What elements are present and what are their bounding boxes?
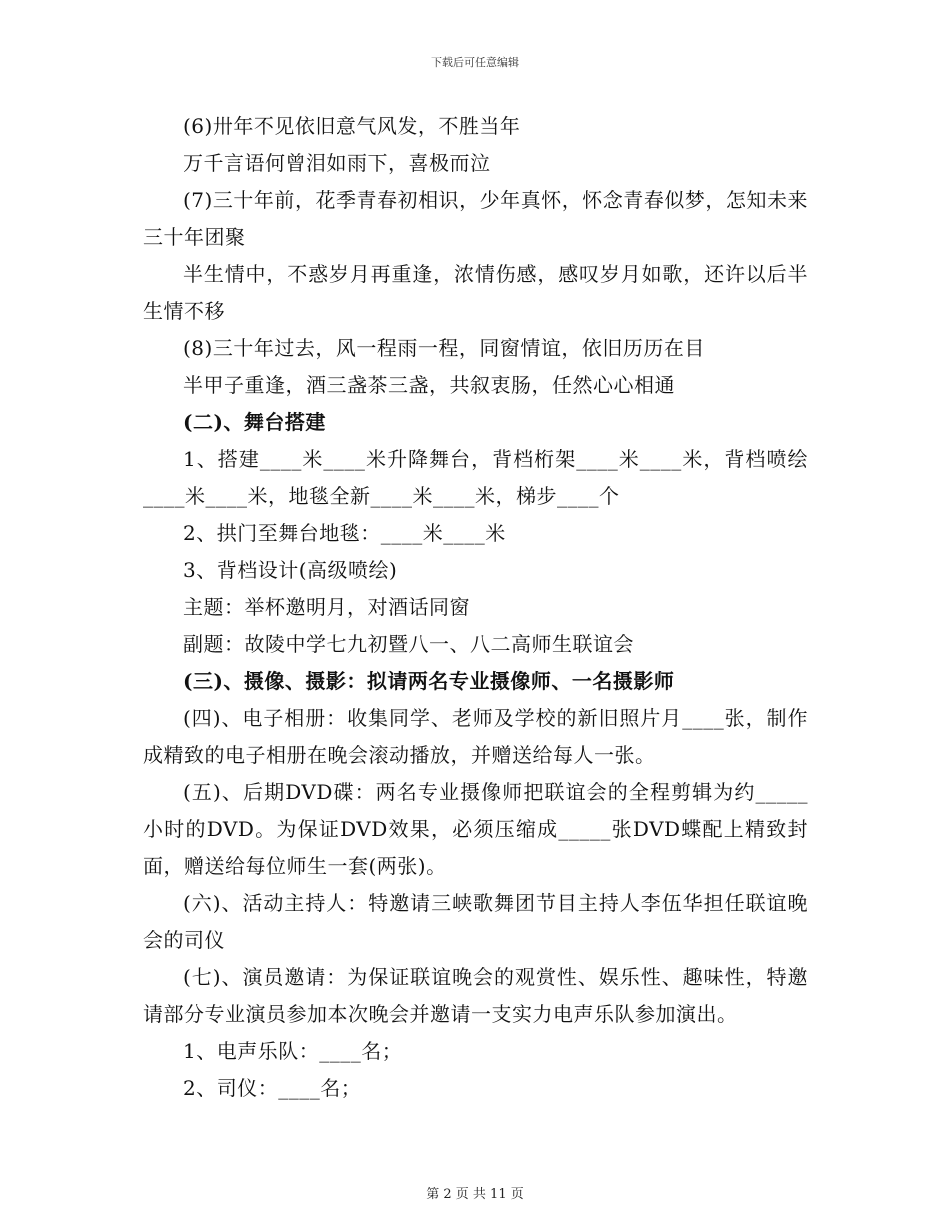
paragraph: (五)、后期DVD碟：两名专业摄像师把联谊会的全程剪辑为约_____小时的DVD。为保证DVD效果，必须压缩成_____张DVD蝶配上精致封面，赠送给每位师生一套(两张)。 [143, 780, 808, 878]
paragraph: 1、电声乐队：____名； [183, 1039, 403, 1063]
paragraph: 2、拱门至舞台地毯：____米____米 [183, 521, 506, 545]
paragraph: 主题：举杯邀明月，对酒话同窗 [183, 595, 470, 619]
paragraph: 1、搭建____米____米升降舞台，背档桁架____米____米，背档喷绘____米____米，地毯全新____米____米，梯步____个 [143, 447, 808, 508]
page-footer: 第 2 页 共 11 页 [426, 1187, 524, 1202]
paragraph: (7)三十年前，花季青春初相识，少年真怀，怀念青春似梦，怎知未来三十年团聚 [143, 188, 808, 249]
paragraph: 副题：故陵中学七九初暨八一、八二高师生联谊会 [183, 632, 634, 656]
paragraph: (四)、电子相册：收集同学、老师及学校的新旧照片月____张，制作成精致的电子相册在晚会滚动播放，并赠送给每人一张。 [143, 706, 808, 767]
paragraph: (6)卅年不见依旧意气风发，不胜当年 [183, 114, 521, 138]
paragraph: 2、司仪：____名； [183, 1076, 362, 1100]
paragraph: (8)三十年过去，风一程雨一程，同窗情谊，依旧历历在目 [183, 336, 705, 360]
page-header: 下载后可任意编辑 [431, 56, 519, 69]
document-body [143, 108, 808, 1107]
paragraph: 半生情中，不惑岁月再重逢，浓情伤感，感叹岁月如歌，还许以后半生情不移 [143, 262, 808, 323]
section-heading: (三)、摄像、摄影：拟请两名专业摄像师、一名摄影师 [183, 669, 675, 693]
paragraph: (七)、演员邀请：为保证联谊晚会的观赏性、娱乐性、趣味性，特邀请部分专业演员参加本次晚会并邀请一支实力电声乐队参加演出。 [143, 965, 808, 1026]
paragraph: 3、背档设计(高级喷绘) [183, 558, 398, 582]
paragraph: 半甲子重逢，酒三盏茶三盏，共叙衷肠，任然心心相通 [183, 373, 675, 397]
paragraph: 万千言语何曾泪如雨下，喜极而泣 [183, 151, 491, 175]
paragraph: (六)、活动主持人：特邀请三峡歌舞团节目主持人李伍华担任联谊晚会的司仪 [143, 891, 808, 952]
section-heading: (二)、舞台搭建 [183, 410, 326, 434]
